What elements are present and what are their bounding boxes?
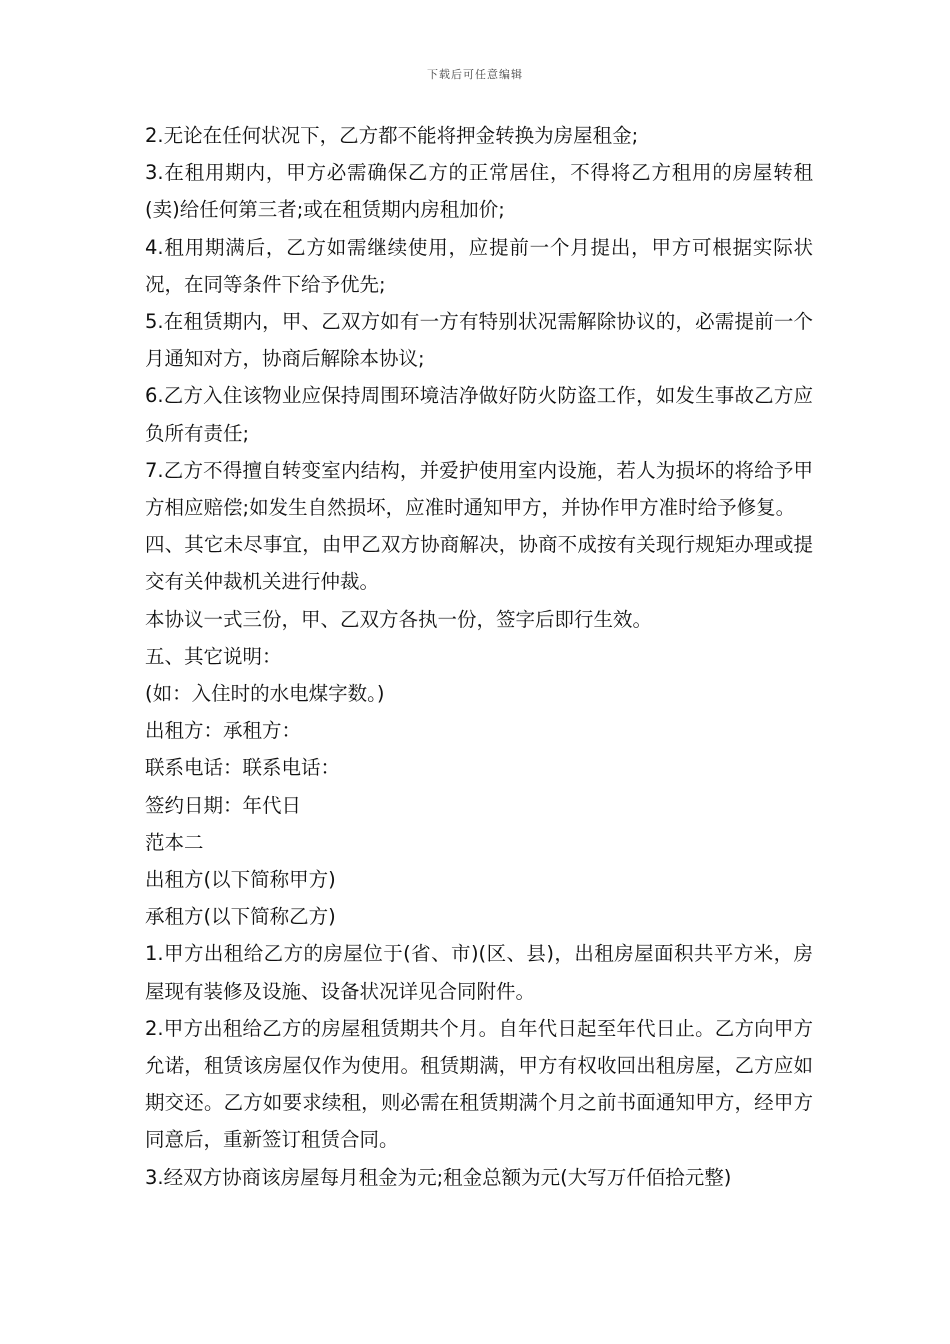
section-5-note: (如：入住时的水电煤字数。) [145, 682, 385, 706]
template-2-clause-2: 2.甲方出租给乙方的房屋租赁期共个月。自年代日起至年代日止。乙方向甲方允诺，租赁该房屋仅作为使用。租赁期满，甲方有权收回出租房屋，乙方应如期交还。乙方如要求续租，则必需在租赁期满个月之前书面通知甲方，经甲方同意后，重新签订租赁合同。 [145, 1016, 813, 1152]
page-header: 下载后可任意编辑 [427, 68, 523, 81]
signature-phones: 联系电话：联系电话： [145, 756, 341, 780]
template-2-title: 范本二 [145, 830, 204, 854]
clause-4-renewal: 4.租用期满后，乙方如需继续使用，应提前一个月提出，甲方可根据实际状况，在同等条件下给予优先; [145, 235, 813, 296]
template-2-clause-1: 1.甲方出租给乙方的房屋位于(省、市)(区、县)，出租房屋面积共平方米，房屋现有装修及设施、设备状况详见合同附件。 [145, 942, 813, 1003]
clause-7-structure: 7.乙方不得擅自转变室内结构，并爱护使用室内设施，若人为损坏的将给予甲方相应赔偿;如发生自然损坏，应准时通知甲方，并协作甲方准时给予修复。 [145, 458, 813, 520]
section-5-heading: 五、其它说明： [145, 644, 282, 668]
lessor-line: 出租方(以下简称甲方) [145, 868, 336, 892]
copies-statement: 本协议一式三份，甲、乙双方各执一份，签字后即行生效。 [145, 607, 653, 631]
signature-date: 签约日期：年代日 [145, 793, 302, 817]
clause-6-safety: 6.乙方入住该物业应保持周围环境洁净做好防火防盗工作，如发生事故乙方应负所有责任; [145, 384, 813, 445]
lessee-line: 承租方(以下简称乙方) [145, 905, 336, 929]
clause-5-termination: 5.在租赁期内，甲、乙双方如有一方有特别状况需解除协议的，必需提前一个月通知对方，协商后解除本协议; [145, 310, 813, 371]
section-4-other-matters: 四、其它未尽事宜，由甲乙双方协商解决，协商不成按有关现行规矩办理或提交有关仲裁机关进行仲裁。 [145, 533, 813, 594]
signature-parties: 出租方：承租方： [145, 719, 302, 743]
template-2-clause-3: 3.经双方协商该房屋每月租金为元;租金总额为元(大写万仟佰拾元整) [145, 1165, 732, 1189]
document-body [145, 117, 813, 1196]
clause-3-sublet: 3.在租用期内，甲方必需确保乙方的正常居住，不得将乙方租用的房屋转租(卖)给任何第三者;或在租赁期内房租加价; [145, 161, 813, 222]
clause-2-deposit: 2.无论在任何状况下，乙方都不能将押金转换为房屋租金; [145, 124, 639, 147]
